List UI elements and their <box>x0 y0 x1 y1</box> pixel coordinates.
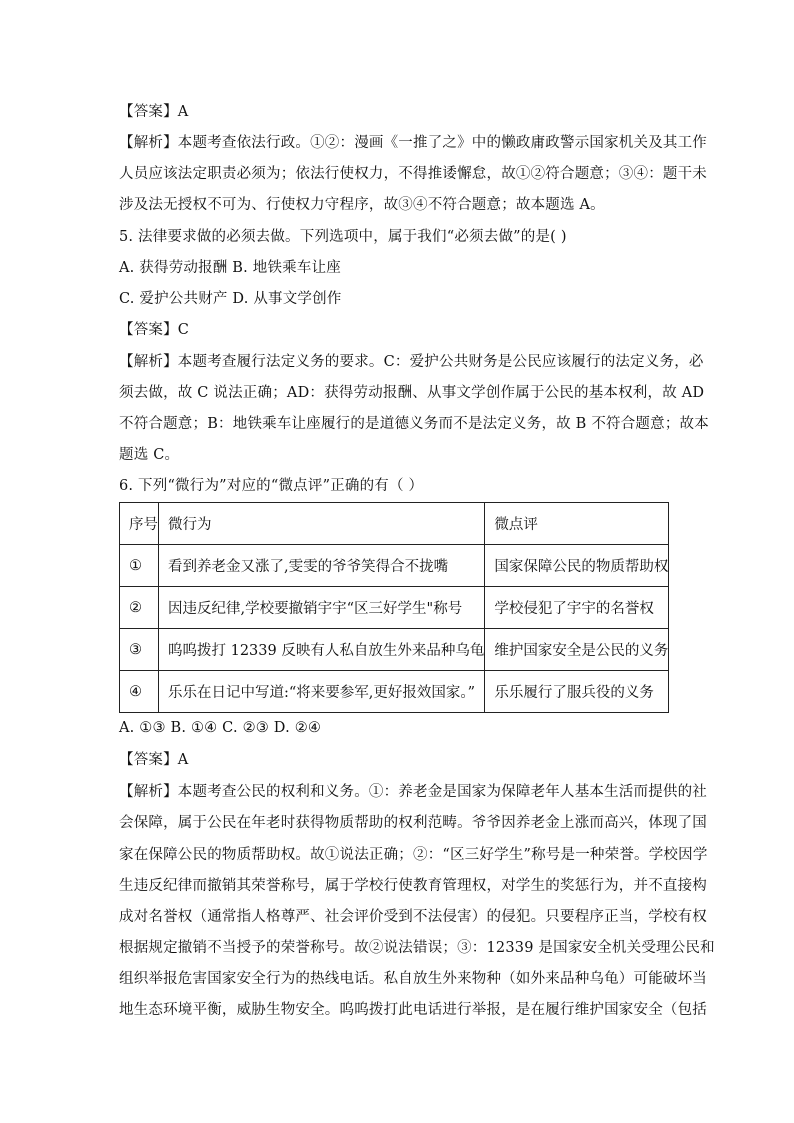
table-cell: 维护国家安全是公民的义务 <box>485 629 669 671</box>
q6-analysis-line-8: 地生态环境平衡，威胁生物安全。呜呜拨打此电话进行举报，是在履行维护国家安全（包括 <box>119 1002 707 1018</box>
q6-analysis-line-3: 家在保障公民的物质帮助权。故①说法正确；②：“区三好学生”称号是一种荣誉。学校因学 <box>119 847 708 863</box>
q6-analysis-line-2: 会保障，属于公民在年老时获得物质帮助的权利范畴。爷爷因养老金上涨而高兴，体现了国 <box>119 815 707 831</box>
table-cell: 学校侵犯了宇宇的名誉权 <box>485 587 669 629</box>
q6-analysis-line-4: 生违反纪律而撤销其荣誉称号，属于学校行使教育管理权，对学生的奖惩行为，并不直接构 <box>119 878 707 894</box>
table-cell: ③ <box>120 629 159 671</box>
q5-options-line-2: C. 爱护公共财产 D. 从事文学创作 <box>119 291 342 307</box>
table-cell: ④ <box>120 671 159 713</box>
q5-options-line-1: A. 获得劳动报酬 B. 地铁乘车让座 <box>119 260 341 276</box>
table-cell: 呜呜拨打 12339 反映有人私自放生外来品种乌龟 <box>159 629 485 671</box>
table-header-cell: 微行为 <box>159 503 485 545</box>
table-header-row <box>120 503 669 545</box>
q6-table <box>119 502 669 713</box>
q6-options: A. ①③ B. ①④ C. ②③ D. ②④ <box>119 720 322 736</box>
q5-analysis-line-2: 须去做，故 C 说法正确；AD：获得劳动报酬、从事文学创作属于公民的基本权利，故 AD <box>119 385 705 401</box>
block1-answer: 【答案】A <box>119 104 189 120</box>
table-cell: 乐乐履行了服兵役的义务 <box>485 671 669 713</box>
table-row <box>120 671 669 713</box>
table-cell: ① <box>120 545 159 587</box>
table-row <box>120 545 669 587</box>
block1-analysis-line-2: 人员应该法定职责必须为；依法行使权力，不得推诿懈怠，故①②符合题意；③④：题干未 <box>119 166 707 182</box>
q5-answer: 【答案】C <box>119 322 190 338</box>
q6-analysis-line-7: 组织举报危害国家安全行为的热线电话。私自放生外来物种（如外来品种乌龟）可能破坏当 <box>119 971 707 987</box>
q5-analysis-line-3: 不符合题意；B：地铁乘车让座履行的是道德义务而不是法定义务，故 B 不符合题意；故本 <box>119 416 709 432</box>
table-row <box>120 629 669 671</box>
q6-answer: 【答案】A <box>119 752 189 768</box>
block1-analysis-line-1: 【解析】本题考查依法行政。①②：漫画《一推了之》中的懒政庸政警示国家机关及其工作 <box>119 135 707 151</box>
q6-analysis-line-6: 根据规定撤销不当授予的荣誉称号。故②说法错误；③：12339 是国家安全机关受理公民和 <box>119 940 715 956</box>
table-cell: 因违反纪律,学校要撤销宇宇“区三好学生"称号 <box>159 587 485 629</box>
q5-stem: 5. 法律要求做的必须去做。下列选项中，属于我们“必须去做”的是( ) <box>119 229 567 245</box>
table-header-cell: 序号 <box>120 503 159 545</box>
block1-analysis-line-3: 涉及法无授权不可为、行使权力守程序，故③④不符合题意；故本题选 A。 <box>119 197 605 213</box>
table-header-cell: 微点评 <box>485 503 669 545</box>
q6-analysis-line-1: 【解析】本题考查公民的权利和义务。①：养老金是国家为保障老年人基本生活而提供的社 <box>119 784 707 800</box>
q5-analysis-line-1: 【解析】本题考查履行法定义务的要求。C：爱护公共财务是公民应该履行的法定义务，必 <box>119 354 704 370</box>
table-cell: 国家保障公民的物质帮助权 <box>485 545 669 587</box>
q6-stem: 6. 下列“微行为”对应的“微点评”正确的有（ ） <box>119 478 424 494</box>
q6-analysis-line-5: 成对名誉权（通常指人格尊严、社会评价受到不法侵害）的侵犯。只要程序正当，学校有权 <box>119 909 707 925</box>
table-cell: ② <box>120 587 159 629</box>
table-cell: 乐乐在日记中写道:“将来要参军,更好报效国家。” <box>159 671 485 713</box>
table-cell: 看到养老金又涨了,雯雯的爷爷笑得合不拢嘴 <box>159 545 485 587</box>
table-row <box>120 587 669 629</box>
q5-analysis-line-4: 题选 C。 <box>119 447 180 463</box>
